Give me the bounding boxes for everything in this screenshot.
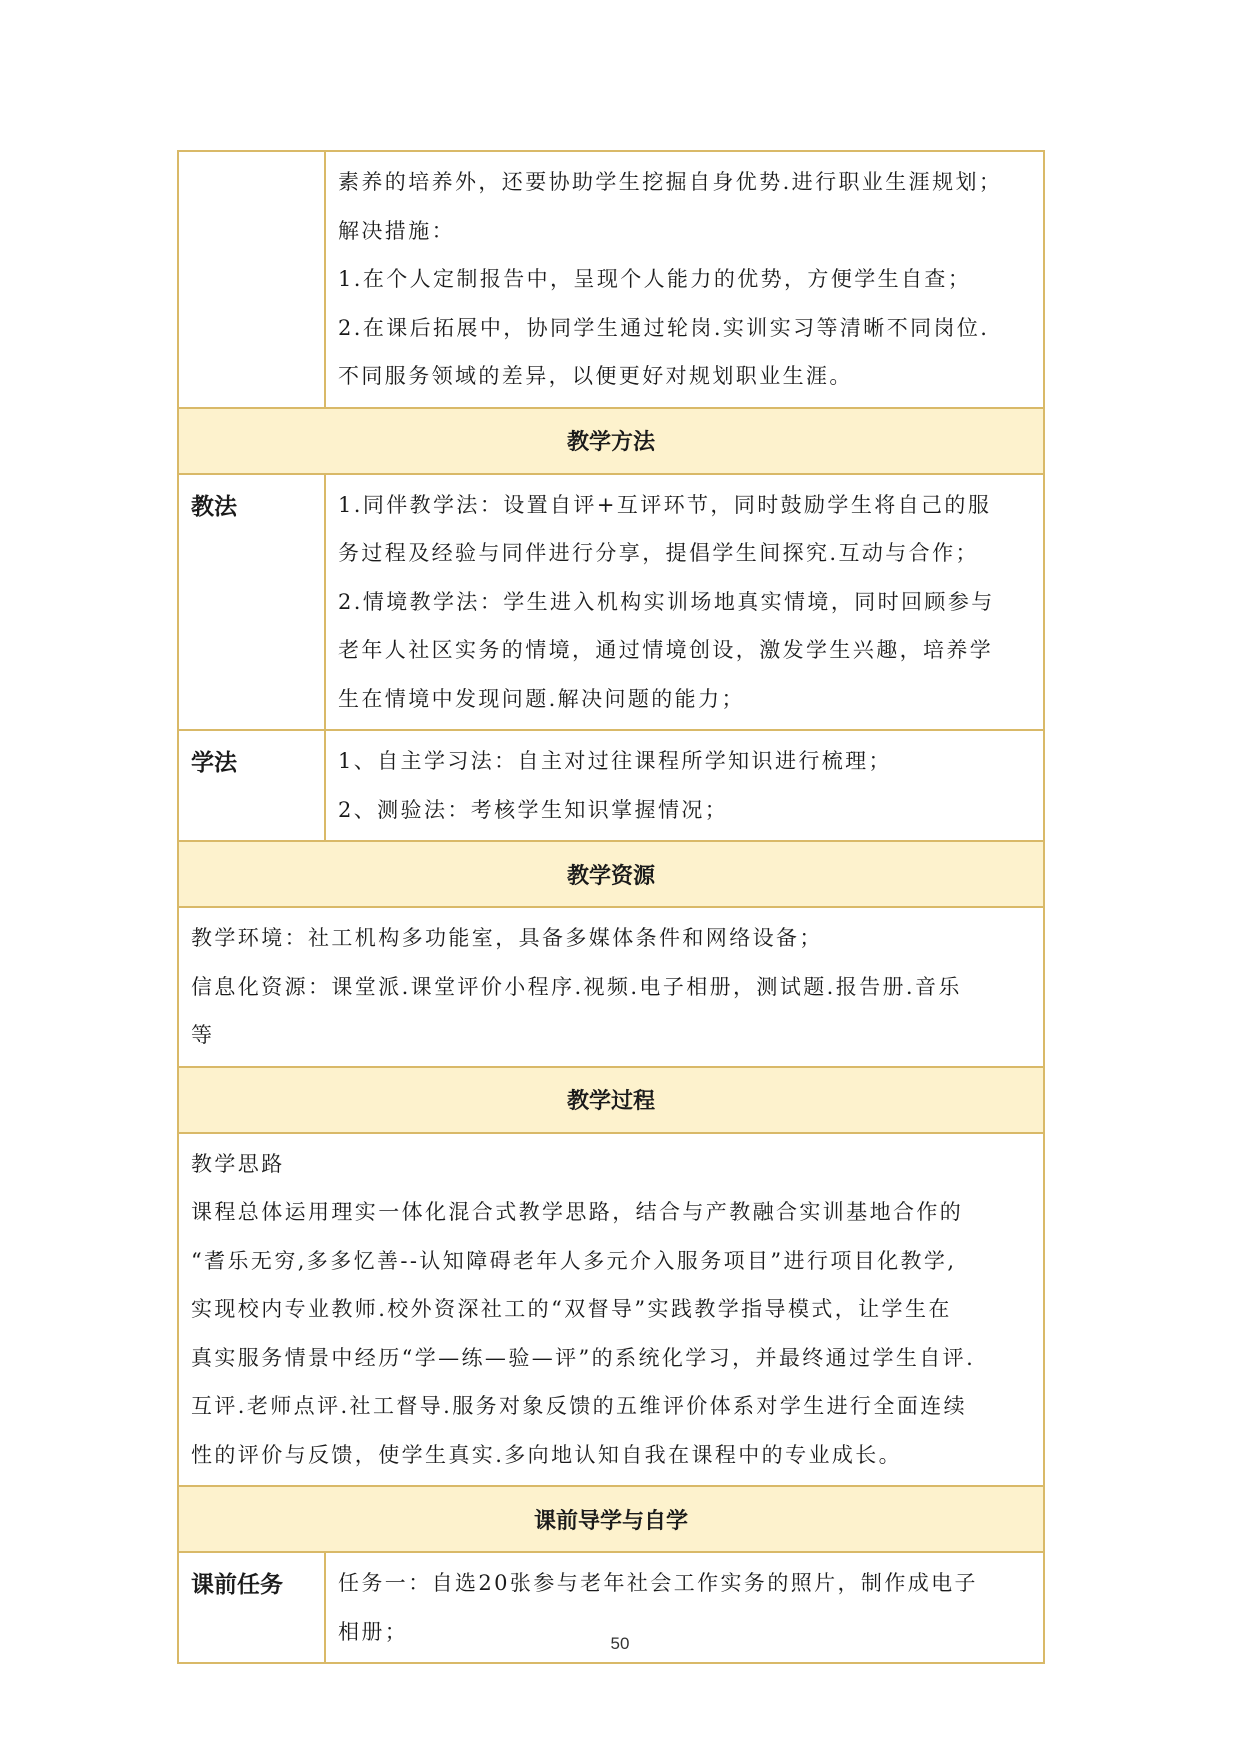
text-line: 1.在个人定制报告中，呈现个人能力的优势，方便学生自查； xyxy=(338,267,972,291)
text-line: 课程总体运用理实一体化混合式教学思路，结合与产教融合实训基地合作的 xyxy=(191,1200,964,1224)
text-line: 互评.老师点评.社工督导.服务对象反馈的五维评价体系对学生进行全面连续 xyxy=(191,1394,968,1418)
text-line: 务过程及经验与同伴进行分享，提倡学生间探究.互动与合作； xyxy=(338,541,979,565)
teach-method-label: 教法 xyxy=(178,474,325,731)
text-line: 老年人社区实务的情境，通过情境创设，激发学生兴趣，培养学 xyxy=(338,638,994,662)
text-line: 2.在课后拓展中，协同学生通过轮岗.实训实习等清晰不同岗位. xyxy=(338,315,990,340)
text-line: 1、自主学习法：自主对过往课程所学知识进行梳理； xyxy=(338,749,892,773)
section-heading-teaching-methods: 教学方法 xyxy=(178,408,1044,474)
text-line: 2、测验法：考核学生知识掌握情况； xyxy=(338,797,729,822)
empty-label-cell xyxy=(178,151,325,408)
problem-continuation-cell xyxy=(325,151,1044,408)
text-line: 不同服务领域的差异，以便更好对规划职业生涯。 xyxy=(338,364,853,388)
text-line: 性的评价与反馈，使学生真实.多向地认知自我在课程中的专业成长。 xyxy=(191,1442,903,1467)
text-line: 2.情境教学法：学生进入机构实训场地真实情境，同时回顾参与 xyxy=(338,589,995,614)
text-line: 1.同伴教学法：设置自评+互评环节，同时鼓励学生将自己的服 xyxy=(338,492,992,517)
section-header-row xyxy=(178,1067,1044,1133)
learn-method-row xyxy=(178,730,1044,841)
section-header-row xyxy=(178,1486,1044,1552)
text-line: 信息化资源：课堂派.课堂评价小程序.视频.电子相册，测试题.报告册.音乐 xyxy=(191,974,962,999)
text-line: 任务一：自选20张参与老年社会工作实务的照片，制作成电子 xyxy=(338,1571,978,1595)
teach-method-row xyxy=(178,474,1044,731)
text-line: “耆乐无穷,多多忆善--认知障碍老年人多元介入服务项目”进行项目化教学, xyxy=(191,1248,957,1273)
section-header-row xyxy=(178,408,1044,474)
page-number: 50 xyxy=(610,1634,630,1653)
text-line: 素养的培养外，还要协助学生挖掘自身优势.进行职业生涯规划； xyxy=(338,170,1003,194)
text-line: 教学思路 xyxy=(191,1151,285,1176)
section-header-row xyxy=(178,841,1044,907)
teaching-process-content xyxy=(178,1133,1044,1487)
pre-class-task-label: 课前任务 xyxy=(178,1552,325,1663)
text-line: 等 xyxy=(191,1023,215,1047)
section-heading-teaching-resources: 教学资源 xyxy=(178,841,1044,907)
text-line: 相册； xyxy=(338,1619,409,1644)
section-heading-pre-class: 课前导学与自学 xyxy=(178,1486,1044,1552)
lesson-plan-table xyxy=(177,150,1045,1664)
text-line: 真实服务情景中经历“学—练—验—评”的系统化学习，并最终通过学生自评. xyxy=(191,1345,976,1370)
learn-method-label: 学法 xyxy=(178,730,325,841)
section-heading-teaching-process: 教学过程 xyxy=(178,1067,1044,1133)
text-line: 实现校内专业教师.校外资深社工的“双督导”实践教学指导模式，让学生在 xyxy=(191,1297,952,1321)
text-line: 解决措施： xyxy=(338,218,455,243)
text-line: 教学环境：社工机构多功能室，具备多媒体条件和网络设备； xyxy=(191,926,823,950)
teaching-process-row xyxy=(178,1133,1044,1487)
teaching-resources-content xyxy=(178,907,1044,1067)
problem-continuation-row xyxy=(178,151,1044,408)
text-line: 生在情境中发现问题.解决问题的能力； xyxy=(338,686,745,711)
teach-method-content xyxy=(325,474,1044,731)
teaching-resources-row xyxy=(178,907,1044,1067)
learn-method-content xyxy=(325,730,1044,841)
